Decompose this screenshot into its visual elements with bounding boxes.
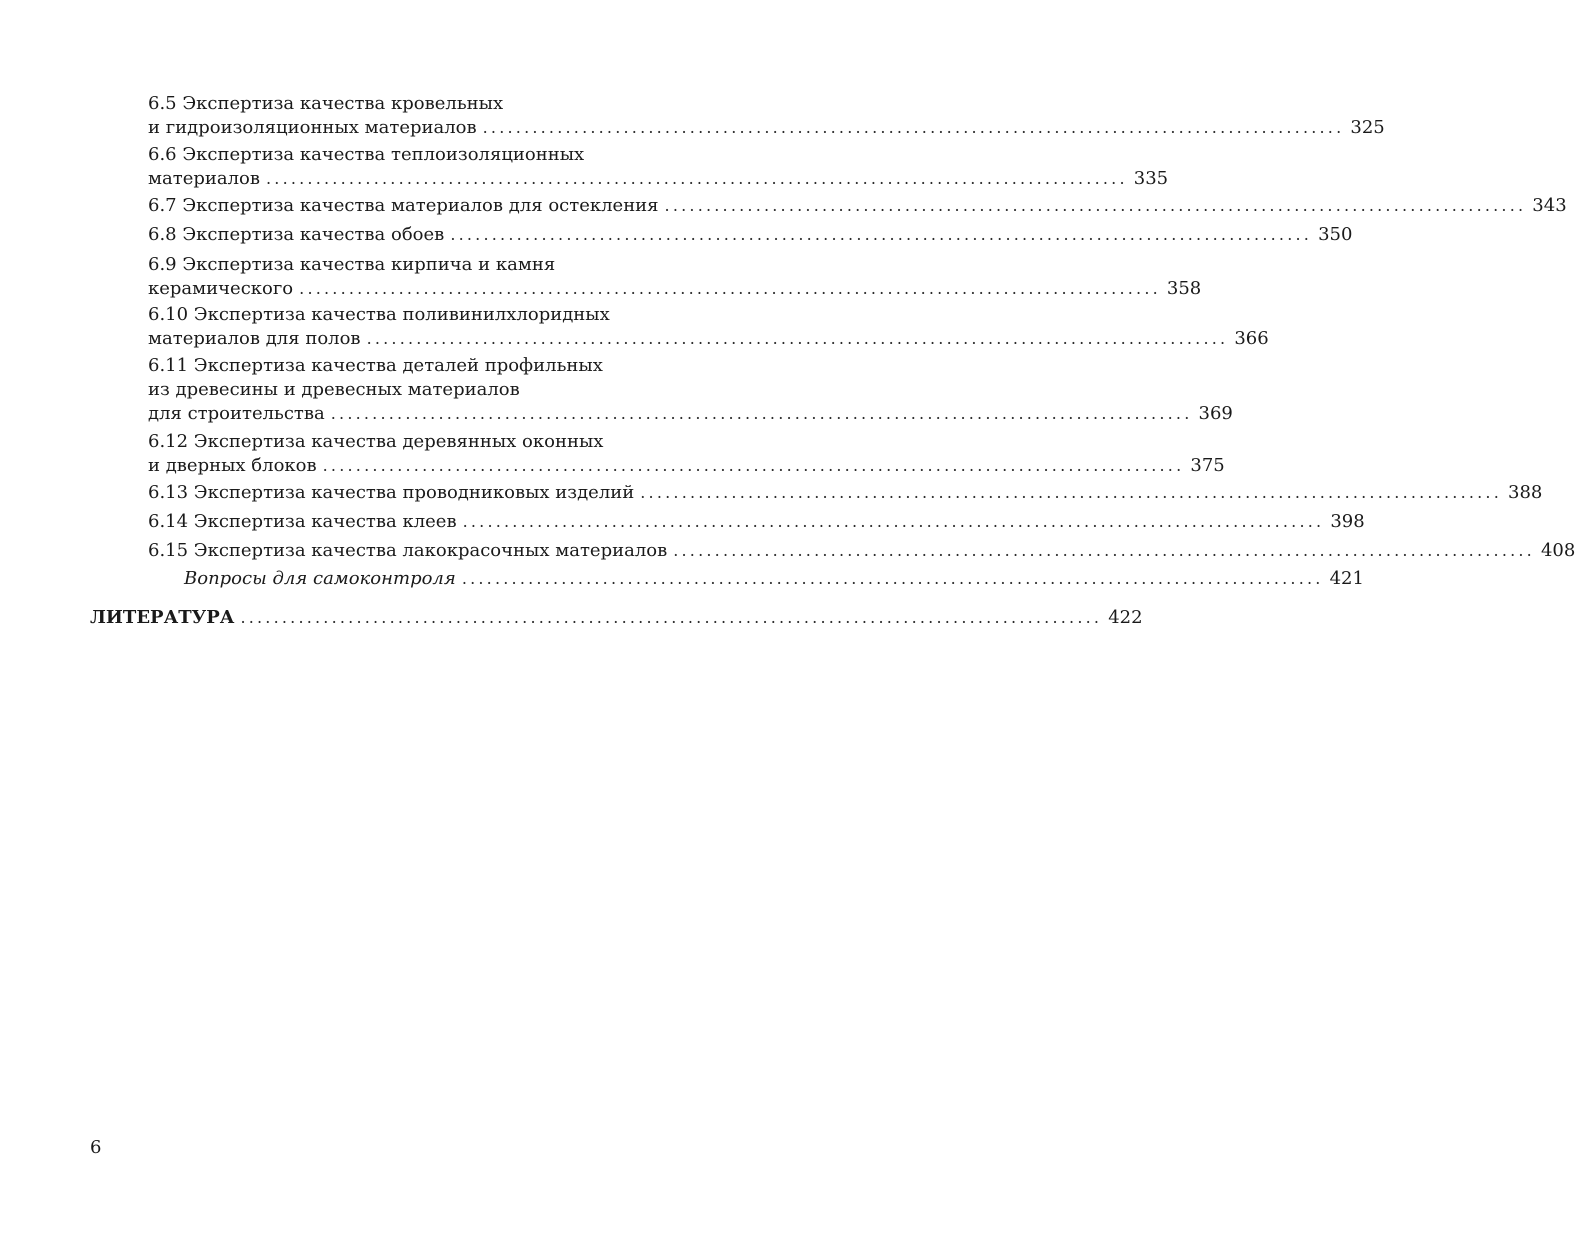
toc-entry-6-5[interactable] xyxy=(148,92,1385,140)
toc-entry-title: материалов xyxy=(148,168,260,189)
toc-entry-title: и гидроизоляционных материалов xyxy=(148,117,477,138)
dot-leader: ........................................................................................................ xyxy=(266,169,1128,188)
toc-entry-title: 6.7 Экспертиза качества материалов для остекления xyxy=(148,195,659,216)
toc-page-number: 422 xyxy=(1108,607,1143,628)
toc-entry-title: 6.6 Экспертиза качества теплоизоляционных xyxy=(148,144,585,165)
toc-entry-6-13[interactable] xyxy=(148,481,1543,505)
toc-entry-title: керамического xyxy=(148,278,294,299)
dot-leader: ........................................................................................................ xyxy=(462,512,1325,531)
toc-entry-title: из древесины и древесных материалов xyxy=(148,379,520,400)
dot-leader: ........................................................................................................ xyxy=(322,456,1185,475)
toc-entry-title: ЛИТЕРАТУРА xyxy=(90,607,235,628)
toc-entry-title: 6.9 Экспертиза качества кирпича и камня xyxy=(148,254,556,275)
toc-page-number: 369 xyxy=(1198,403,1233,424)
toc-entry-title: Вопросы для самоконтроля xyxy=(184,568,456,589)
toc-entry-title: 6.15 Экспертиза качества лакокрасочных материалов xyxy=(148,540,668,561)
dot-leader: ........................................................................................................ xyxy=(299,279,1161,298)
dot-leader: ........................................................................................................ xyxy=(330,404,1193,423)
dot-leader: ........................................................................................................ xyxy=(640,483,1503,502)
toc-entry-title: 6.5 Экспертиза качества кровельных xyxy=(148,93,504,114)
toc-page-number: 375 xyxy=(1190,455,1225,476)
toc-entry-title: для строительства xyxy=(148,403,325,424)
toc-entry-title: 6.10 Экспертиза качества поливинилхлоридных xyxy=(148,304,610,325)
toc-entry-title: 6.14 Экспертиза качества клеев xyxy=(148,511,457,532)
toc-entry-title: и дверных блоков xyxy=(148,455,317,476)
dot-leader: ........................................................................................................ xyxy=(461,569,1324,588)
toc-entry-6-7[interactable] xyxy=(148,194,1567,218)
toc-entry-6-11[interactable] xyxy=(148,354,1233,426)
page-number: 6 xyxy=(90,1137,102,1158)
dot-leader: ........................................................................................................ xyxy=(240,608,1103,627)
toc-entry-6-6[interactable] xyxy=(148,143,1169,191)
toc-page-number: 366 xyxy=(1234,328,1269,349)
toc-entry-6-8[interactable] xyxy=(148,223,1353,247)
dot-leader: ........................................................................................................ xyxy=(673,541,1535,560)
toc-entry-6-9[interactable] xyxy=(148,253,1202,301)
toc-entry-literature[interactable] xyxy=(90,606,1143,630)
toc-entry-self-check-questions[interactable] xyxy=(184,567,1364,591)
toc-page-number: 398 xyxy=(1330,511,1365,532)
toc-page-number: 421 xyxy=(1329,568,1364,589)
toc-entry-6-12[interactable] xyxy=(148,430,1225,478)
toc-page-number: 343 xyxy=(1532,195,1567,216)
toc-page-number: 388 xyxy=(1508,482,1543,503)
dot-leader: ........................................................................................................ xyxy=(482,118,1345,137)
dot-leader: ........................................................................................................ xyxy=(664,196,1527,215)
toc-entry-6-10[interactable] xyxy=(148,303,1269,351)
toc-page-number: 325 xyxy=(1350,117,1385,138)
toc-entry-title: 6.11 Экспертиза качества деталей профильных xyxy=(148,355,603,376)
toc-page-number: 350 xyxy=(1318,224,1353,245)
toc-entry-title: 6.8 Экспертиза качества обоев xyxy=(148,224,445,245)
toc-entry-title: 6.13 Экспертиза качества проводниковых изделий xyxy=(148,482,635,503)
toc-entry-6-15[interactable] xyxy=(148,539,1575,563)
toc-entry-6-14[interactable] xyxy=(148,510,1365,534)
dot-leader: ........................................................................................................ xyxy=(366,329,1229,348)
toc-entry-title: 6.12 Экспертиза качества деревянных оконных xyxy=(148,431,604,452)
toc-page-number: 335 xyxy=(1133,168,1169,189)
toc-entry-title: материалов для полов xyxy=(148,328,361,349)
toc-page-number: 358 xyxy=(1166,278,1202,299)
toc-page-number: 408 xyxy=(1540,540,1575,561)
dot-leader: ........................................................................................................ xyxy=(450,225,1313,244)
